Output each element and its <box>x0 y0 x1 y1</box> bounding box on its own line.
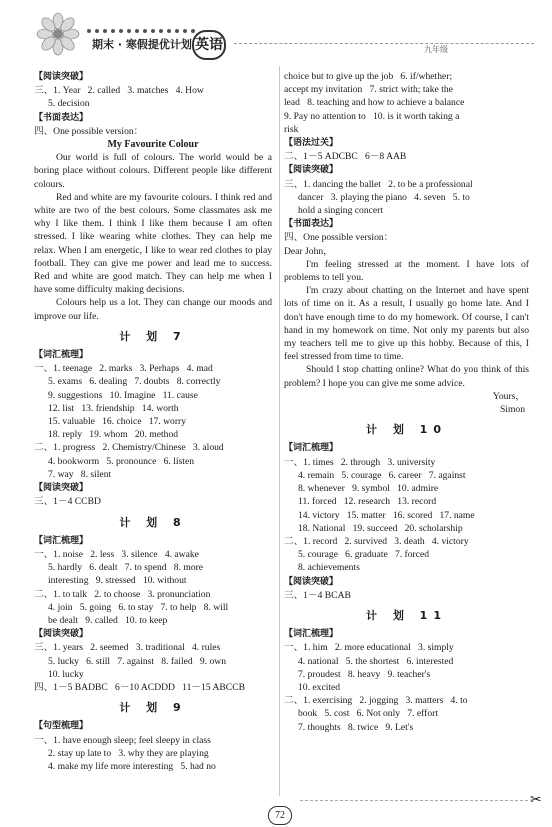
plan-heading: 计 划 11 <box>366 608 447 622</box>
answer-line: choice but to give up the job 6. if/whether; <box>284 71 453 82</box>
answer-line: 四、One possible version： <box>284 232 394 244</box>
answer-line: interesting 9. stressed 10. without <box>48 575 187 587</box>
page-header <box>0 0 552 68</box>
bead-decoration <box>86 28 196 34</box>
answer-line: book 5. cost 6. Not only 7. effort <box>298 708 438 720</box>
answer-line: 10. excited <box>298 681 341 693</box>
answer-line: 四、1－5 BADBC 6－10 ACDDD 11－15 ABCCB <box>34 681 246 693</box>
answer-line: 10. lucky <box>48 668 84 680</box>
answer-line: dancer 3. playing the piano 4. seven 5. to <box>298 191 470 203</box>
answer-line: 一、1. have enough sleep; feel sleepy in class <box>34 734 211 746</box>
section-heading: 【阅读突破】 <box>34 483 89 494</box>
answer-line: 一、1. teenage 2. marks 3. Perhaps 4. mad <box>34 363 213 375</box>
answer-line: 18. National 19. succeed 20. scholarship <box>298 522 463 534</box>
letter-paragraph: I'm crazy about chatting on the Internet and have spent lots of time on it. As a result, I usually go home late. And I don't have enough time to do my homework. Of course, I can't hand in my homework on time. Not only my parents but also my teachers tell me to give up this hobby. Because of this, I feel stressed from time to time. <box>284 285 529 363</box>
answer-line: 8. whenever 9. symbol 10. admire <box>298 483 439 495</box>
answer-line: 4. make my life more interesting 5. had no <box>48 760 216 772</box>
answer-line: hold a singing concert <box>298 205 383 217</box>
answer-line: 18. reply 19. whom 20. method <box>48 429 179 441</box>
section-heading: 【语法过关】 <box>284 138 339 149</box>
answer-line: 一、1. him 2. more educational 3. simply <box>284 642 454 654</box>
answer-line: 三、1. dancing the ballet 2. to be a professional <box>284 178 473 190</box>
answer-line: 2. stay up late to 3. why they are playing <box>48 747 209 759</box>
answer-line: 7. way 8. silent <box>48 468 112 480</box>
answer-line: 7. thoughts 8. twice 9. Let's <box>298 721 414 733</box>
subject-badge: 英语 <box>192 30 226 60</box>
answer-line: 4. join 5. going 6. to stay 7. to help 8. will <box>48 601 229 613</box>
header-rule <box>234 43 534 44</box>
section-heading: 【词汇梳理】 <box>284 443 339 454</box>
answer-line: 8. achievements <box>298 562 360 574</box>
answer-line: 4. bookworm 5. pronounce 6. listen <box>48 455 195 467</box>
plan-heading: 计 划 7 <box>119 329 187 343</box>
answer-line: 二、1. record 2. survived 3. death 4. victory <box>284 535 469 547</box>
answer-line: 二、1. progress 2. Chemistry/Chinese 3. aloud <box>34 442 224 454</box>
section-heading: 【阅读突破】 <box>284 576 339 587</box>
section-heading: 【书面表达】 <box>34 112 89 123</box>
answer-line: 12. list 13. friendship 14. worth <box>48 402 179 414</box>
scissors-icon: ✂ <box>530 792 542 808</box>
letter-paragraph: Should I stop chatting online? What do you think of this problem? I hope you can give me some advice. <box>284 364 529 389</box>
answer-line: 15. valuable 16. choice 17. worry <box>48 416 187 428</box>
section-heading: 【书面表达】 <box>284 219 339 230</box>
section-heading: 【句型梳理】 <box>34 721 89 732</box>
answer-line: 5. exams 6. dealing 7. doubts 8. correctly <box>48 376 221 388</box>
essay-paragraph: Our world is full of colours. The world would be a boring place without colours. Different people like different colours. <box>34 152 272 190</box>
letter-salutation: Dear John， <box>284 245 333 257</box>
essay-paragraph: Red and white are my favourite colours. I think red and white are two of the best colours. Some classmates ask me why I like them. I think I like them because I am often stressed. I like wearing white clothes. They can help me relax. When I am energetic, I like to wear red clothes to play football. They can give me power and lead me to success. Red and white are good match. They can help me when I have some difficulty making decisions. <box>34 191 272 296</box>
answer-line: be dealt 9. called 10. to keep <box>48 614 168 626</box>
answer-line: 二、1－5 ADCBC 6－8 AAB <box>284 151 407 163</box>
answer-line: 5. lucky 6. still 7. against 8. failed 9. own <box>48 655 226 667</box>
answer-line: 9. Pay no attention to 10. is it worth taking a <box>284 110 460 122</box>
answer-line: 9. suggestions 10. Imagine 11. cause <box>48 389 198 401</box>
answer-line: accept my invitation 7. strict with; take the <box>284 84 453 96</box>
cut-line <box>300 800 528 801</box>
answer-line: 三、1－4 BCAB <box>284 589 351 601</box>
answer-line: 三、1. Year 2. called 3. matches 4. How <box>34 85 204 97</box>
answer-line: 四、One possible version： <box>34 125 144 137</box>
letter-closing: Yours， <box>492 390 525 402</box>
section-heading: 【词汇梳理】 <box>34 350 89 361</box>
letter-signature: Simon <box>499 404 525 416</box>
answer-line: 二、1. exercising 2. jogging 3. matters 4. to <box>284 695 468 707</box>
answer-line: 4. national 5. the shortest 6. interested <box>298 655 454 667</box>
answer-line: 三、1－4 CCBD <box>34 496 101 508</box>
answer-line: 4. remain 5. courage 6. career 7. against <box>298 469 466 481</box>
answer-line: 三、1. years 2. seemed 3. traditional 4. rules <box>34 642 221 654</box>
plan-heading: 计 划 10 <box>366 423 447 437</box>
answer-line: 一、1. noise 2. less 3. silence 4. awake <box>34 548 199 560</box>
essay-paragraph: Colours help us a lot. They can change our moods and improve our life. <box>34 297 272 322</box>
left-column <box>34 70 272 773</box>
answer-line: 一、1. times 2. through 3. university <box>284 456 436 468</box>
plan-heading: 计 划 8 <box>119 515 187 529</box>
section-heading: 【词汇梳理】 <box>34 535 89 546</box>
answer-line: lead 8. teaching and how to achieve a balance <box>284 97 465 109</box>
answer-line: risk <box>284 123 299 135</box>
section-heading: 【阅读突破】 <box>34 72 89 82</box>
letter-paragraph: I'm feeling stressed at the moment. I have lots of problems to tell you. <box>284 258 529 284</box>
answer-line: 14. victory 15. matter 16. scored 17. name <box>298 509 475 521</box>
answer-line: 5. decision <box>48 98 90 110</box>
section-heading: 【阅读突破】 <box>34 629 89 640</box>
answer-line: 5. courage 6. graduate 7. forced <box>298 549 430 561</box>
answer-line: 5. hardly 6. dealt 7. to spend 8. more <box>48 562 204 574</box>
series-title: 期末 · 寒假提优计划 <box>92 38 192 51</box>
answer-line: 7. proudest 8. heavy 9. teacher's <box>298 668 431 680</box>
plan-heading: 计 划 9 <box>119 701 187 715</box>
flower-icon <box>36 12 80 56</box>
column-divider <box>279 66 280 796</box>
essay-title: My Favourite Colour <box>107 139 199 151</box>
right-column <box>284 70 529 734</box>
section-heading: 【阅读突破】 <box>284 165 339 176</box>
answer-line: 二、1. to talk 2. to choose 3. pronunciation <box>34 588 211 600</box>
page-number: 72 <box>268 806 292 825</box>
section-heading: 【词汇梳理】 <box>284 629 339 640</box>
answer-line: 11. forced 12. research 13. record <box>298 496 437 508</box>
grade-label: 九年级 <box>424 45 448 54</box>
